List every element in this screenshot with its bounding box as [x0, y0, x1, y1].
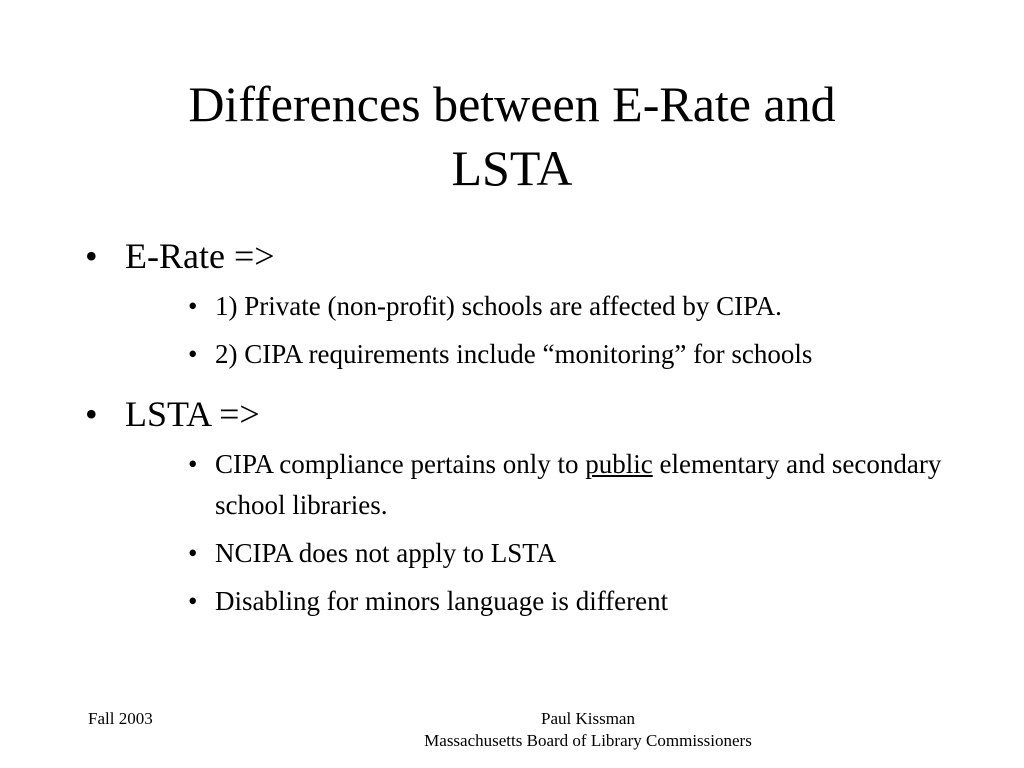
sub-bullet-disabling	[188, 581, 954, 622]
sub-bullet-text: Disabling for minors language is different	[215, 586, 669, 616]
sub-bullet-text: NCIPA does not apply to LSTA	[215, 538, 557, 568]
bullet-lsta	[85, 390, 1024, 438]
footer-date: Fall 2003	[88, 709, 153, 728]
sub-bullet-text-after: elementary and secondary school libraries.	[215, 449, 942, 520]
bullet-icon: •	[85, 236, 98, 276]
footer-author: Paul Kissman	[541, 709, 635, 728]
footer-organization: Massachusetts Board of Library Commissioners	[424, 731, 752, 750]
bullet-icon: •	[188, 291, 198, 321]
sub-bullet-ncipa	[188, 533, 954, 574]
bullet-icon: •	[188, 586, 198, 616]
bullet-icon: •	[188, 538, 198, 568]
sub-bullet-text: 2) CIPA requirements include “monitoring” for schools	[215, 339, 813, 369]
bullet-icon: •	[188, 449, 198, 479]
slide-title-line-1: Differences between E-Rate and	[188, 76, 836, 132]
bullet-icon: •	[188, 339, 198, 369]
sub-bullet-private-schools	[188, 286, 954, 327]
bullet-lsta-text: LSTA =>	[125, 394, 260, 434]
slide-title-line-2: LSTA	[451, 140, 573, 196]
slide-content	[0, 232, 1024, 629]
footer-credit	[372, 708, 804, 752]
bullet-e-rate-text: E-Rate =>	[125, 236, 275, 276]
sub-bullet-cipa-compliance	[188, 444, 954, 526]
bullet-icon: •	[85, 394, 98, 434]
sub-bullet-text-before: CIPA compliance pertains only to	[215, 449, 586, 479]
sub-bullet-text: 1) Private (non-profit) schools are affected by CIPA.	[215, 291, 782, 321]
sub-bullet-monitoring	[188, 334, 954, 375]
bullet-e-rate	[85, 232, 1024, 280]
underlined-public: public	[585, 449, 653, 479]
slide-title	[60, 72, 964, 200]
